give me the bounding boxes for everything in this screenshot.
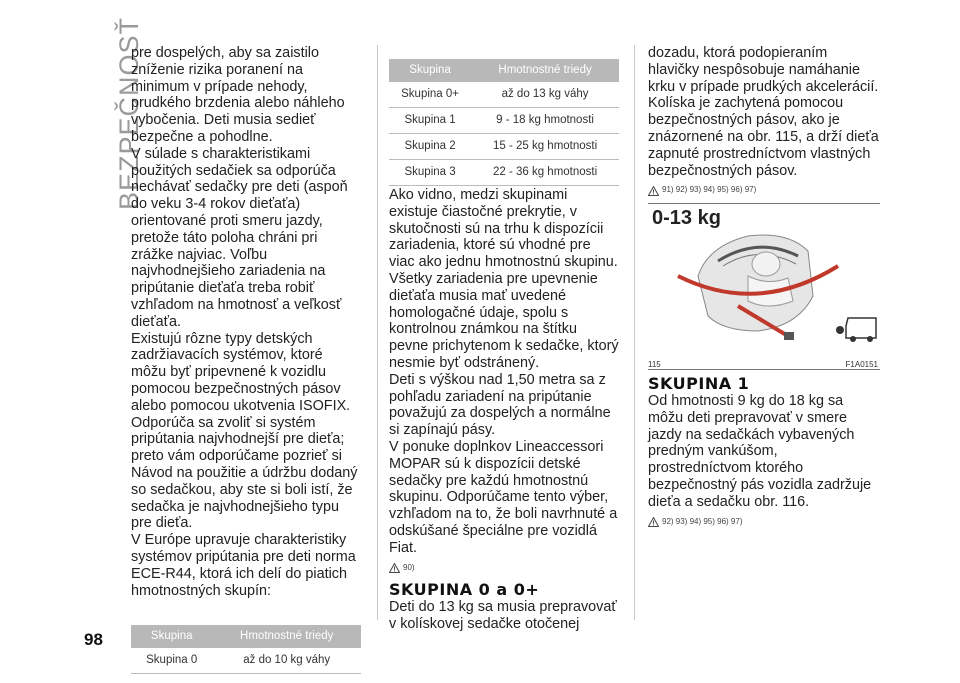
warning-ref-text: 91) 92) 93) 94) 95) 96) 97) [662,185,757,195]
group-table-part-1 [131,625,361,674]
table-header-group: Skupina [389,59,471,82]
warning-triangle-icon [648,186,659,196]
section-heading: SKUPINA 0 a 0+ [389,580,540,600]
group-table-part-2-wrap [389,59,619,186]
text-column-2 [389,187,619,633]
column-divider [634,45,635,620]
table-cell: Skupina 2 [389,134,471,160]
table-cell: 22 - 36 kg hmotnosti [471,160,619,186]
figure-code: F1A0151 [845,360,878,370]
table-header-weight: Hmotnostné triedy [212,625,361,648]
view-direction-icon [836,326,844,334]
table-row [131,648,361,674]
paragraph: Kolíska je zachytená pomocou bezpečnostných pásov, ako je znázornené na obr. 115, a drží dieťa zapnuté prostredníctvom vlastných bezpečnostných pásov. [648,95,879,179]
page-number: 98 [84,630,103,649]
section-sidebar-title [84,16,144,230]
paragraph: Všetky zariadenia pre upevnenie dieťaťa musia mať uvedené homologačné údaje, spolu s kontrolnou známkou na štítku pevne prichytenom k sedačke, ktorý nesmie byť odstránený. [389,270,619,371]
warning-triangle-icon [648,517,659,527]
text-column-1 [131,45,361,674]
van-icon [846,318,876,338]
warning-ref-text: 92) 93) 94) 95) 96) 97) [662,516,743,526]
paragraph: pre dospelých, aby sa zaistilo zníženie rizika poranení na minimum v prípade nehody, prudkého brzdenia alebo náhleho vybočenia. Deti musia sedieť bezpečne a pohodlne. [131,45,345,145]
child-seat-illustration [648,206,880,356]
table-cell: až do 10 kg váhy [212,648,361,674]
table-header-group: Skupina [131,625,212,648]
section-title-text: BEZPEČNOSŤ [114,16,144,210]
table-row [389,82,619,108]
paragraph: Deti s výškou nad 1,50 metra sa z pohľadu zariadení na pripútanie považujú za dospelých a normálne si zapínajú pásy. [389,371,611,439]
table-cell: Skupina 0+ [389,82,471,108]
figure-number: 115 [648,360,661,370]
column-divider [377,45,378,620]
table-cell: až do 13 kg váhy [471,82,619,108]
table-cell: Skupina 3 [389,160,471,186]
table-row [389,160,619,186]
table-cell: 9 - 18 kg hmotnosti [471,108,619,134]
paragraph: V ponuke doplnkov Lineaccessori MOPAR sú k dispozícii detské sedačky pre každú hmotnostnú skupinu. Odporúčame tento výber, vzhľadom na to, že boli navrhnuté a odskúšané špeciálne pre vozidlá Fiat. [389,438,618,556]
warning-triangle-icon [389,563,400,573]
paragraph: V Európe upravuje charakteristiky systémov pripútania pre deti norma ECE-R44, ktorá ich delí do piatich hmotnostných skupín: [131,532,356,599]
paragraph: V súlade s charakteristikami použitých sedačiek sa odporúča nechávať sedačky pre deti (aspoň do veku 3-4 rokov dieťaťa) orientované proti smeru jazdy, pretože táto poloha chráni pri zrážke najviac. Voľbu najvhodnejšieho zariadenia na pripútanie dieťaťa treba robiť vzhľadom na hmotnosť a veľkosť dieťaťa. [131,145,348,330]
table-row [389,134,619,160]
paragraph: Ako vidno, medzi skupinami existuje čiastočné prekrytie, v skutočnosti sú na trhu k dispozícii zariadenia, ktoré sú vhodné pre viac ako jednu hmotnostnú skupinu. [389,187,618,271]
figure-title: 0-13 kg [652,207,721,230]
table-row [389,108,619,134]
table-header-weight: Hmotnostné triedy [471,59,619,82]
figure-115 [648,203,880,370]
paragraph: Od hmotnosti 9 kg do 18 kg sa môžu deti prepravovať v smere jazdy na sedačkách vybavených predným vankúšom, prostredníctvom ktorého bezpečnostný pás vozidla zadržuje dieťa a sedačku obr. 116. [648,392,872,510]
warning-references [389,560,619,577]
warning-ref-text: 90) [403,562,415,572]
warning-references [648,514,880,531]
section-heading: SKUPINA 1 [648,374,750,394]
warning-references [648,182,880,199]
table-cell: Skupina 1 [389,108,471,134]
paragraph: Deti do 13 kg sa musia prepravovať v kolískovej sedačke otočenej [389,599,617,632]
table-cell: 15 - 25 kg hmotnosti [471,134,619,160]
group-table-part-2 [389,59,619,186]
table-cell: Skupina 0 [131,648,212,674]
text-column-3 [648,45,880,530]
paragraph: Existujú rôzne typy detských zadržiavacích systémov, ktoré môžu byť pripevnené k vozidlu pomocou bezpečnostných pásov alebo pomocou ukotvenia ISOFIX. Odporúča sa zvoliť si systém pripútania najvhodnejší pre dieťa; preto vám odporúčame pozrieť si Návod na použitie a údržbu dodaný so sedačkou, aby ste si boli istí, že sedačka je najvhodnejšieho typu pre dieťa. [131,330,358,532]
paragraph: dozadu, ktorá podopieraním hlavičky nespôsobuje namáhanie krku v prípade prudkých akcelerácií. [648,45,879,95]
